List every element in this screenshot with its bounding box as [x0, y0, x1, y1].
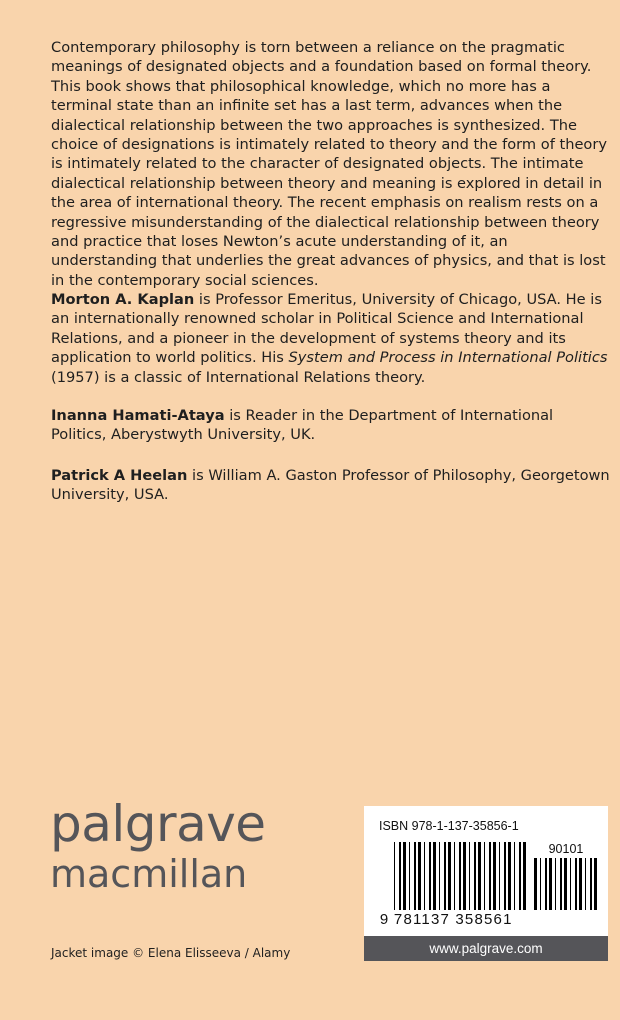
- barcode-digit-group-2: 358561: [455, 911, 513, 928]
- author-bio-heelan: [51, 466, 611, 505]
- author-bio-text: is Professor Emeritus, University of Chicago, USA. He is an internationally renowned scholar in Political Science and International Relations, and a pioneer in the development of systems theory and its application to world politics. His: [51, 291, 602, 367]
- barcode-bar: [399, 842, 401, 910]
- barcode-bar: [579, 858, 582, 910]
- isbn-label: ISBN 978-1-137-35856-1: [379, 819, 519, 833]
- barcode-bar: [394, 842, 395, 910]
- barcode-bar: [594, 858, 597, 910]
- author-bio-kaplan: [51, 290, 611, 387]
- author-name: Patrick A Heelan: [51, 467, 188, 484]
- book-title: System and Process in International Politics: [288, 349, 608, 367]
- barcode-bar: [444, 842, 446, 910]
- barcode-bar: [429, 842, 431, 910]
- author-bio-text: is William A. Gaston Professor of Philosophy, Georgetown University, USA.: [51, 467, 610, 504]
- jacket-image-credit: Jacket image © Elena Elisseeva / Alamy: [51, 946, 291, 960]
- barcode-bar: [403, 842, 406, 910]
- author-bio-hamati-ataya: [51, 406, 611, 445]
- barcode-addon-bars: [534, 858, 597, 910]
- publisher-logo-line2: macmillan: [50, 852, 248, 896]
- barcode-bar: [409, 842, 410, 910]
- barcode-bar: [540, 858, 541, 910]
- barcode-lead-digit: 9: [379, 911, 389, 928]
- publisher-logo-line1: palgrave: [50, 795, 266, 853]
- barcode-bar: [549, 858, 552, 910]
- barcode-bar: [439, 842, 440, 910]
- publisher-logo: [50, 796, 266, 896]
- author-name: Morton A. Kaplan: [51, 291, 195, 308]
- barcode-bar: [575, 858, 577, 910]
- barcode-bar: [484, 842, 485, 910]
- barcode-bar: [424, 842, 425, 910]
- barcode-bar: [534, 858, 537, 910]
- barcode-bar: [523, 842, 526, 910]
- barcode-graphic: [364, 806, 608, 936]
- barcode-bar: [418, 842, 421, 910]
- barcode-bar: [454, 842, 455, 910]
- barcode-bar: [560, 858, 562, 910]
- barcode-bar: [463, 842, 466, 910]
- barcode-bar: [469, 842, 470, 910]
- barcode-bar: [448, 842, 451, 910]
- barcode-bar: [508, 842, 511, 910]
- barcode-bar: [474, 842, 476, 910]
- barcode-bar: [555, 858, 556, 910]
- barcode-bar: [459, 842, 461, 910]
- isbn-barcode: [364, 806, 608, 936]
- barcode-bar: [590, 858, 592, 910]
- barcode-bars: [394, 842, 526, 910]
- barcode-bar: [585, 858, 586, 910]
- barcode-bar: [499, 842, 500, 910]
- barcode-bar: [514, 842, 515, 910]
- barcode-bar: [493, 842, 496, 910]
- author-bio-text: is Reader in the Department of International Politics, Aberystwyth University, UK.: [51, 407, 554, 444]
- barcode-bar: [564, 858, 567, 910]
- barcode-bar: [414, 842, 416, 910]
- publisher-website: www.palgrave.com: [364, 936, 608, 961]
- author-name: Inanna Hamati-Ataya: [51, 407, 225, 424]
- barcode-bar: [570, 858, 571, 910]
- book-description: Contemporary philosophy is torn between a reliance on the pragmatic meanings of designated objects and a foundation based on formal theory. This book shows that philosophical knowledge, which no more has a terminal state than an infinite set has a last term, advances when the dialectical relationship between the two approaches is synthesized. The choice of designations is intimately related to theory and the form of theory is intimately related to the character of designated objects. The intimate dialectical relationship between theory and meaning is explored in detail in the area of international theory. The recent emphasis on realism rests on a regressive misunderstanding of the dialectical relationship between theory and practice that loses Newton’s acute understanding of it, an understanding that underlies the great advances of physics, and that is lost in the contemporary social sciences.: [51, 39, 607, 289]
- barcode-bar: [433, 842, 436, 910]
- barcode-addon-digits: 90101: [548, 842, 584, 856]
- barcode-bar: [545, 858, 547, 910]
- barcode-bar: [489, 842, 491, 910]
- barcode-digit-group-1: 781137: [393, 911, 451, 928]
- barcode-bar: [519, 842, 521, 910]
- author-bio-text: (1957) is a classic of International Relations theory.: [51, 368, 426, 386]
- barcode-bar: [478, 842, 481, 910]
- barcode-bar: [504, 842, 506, 910]
